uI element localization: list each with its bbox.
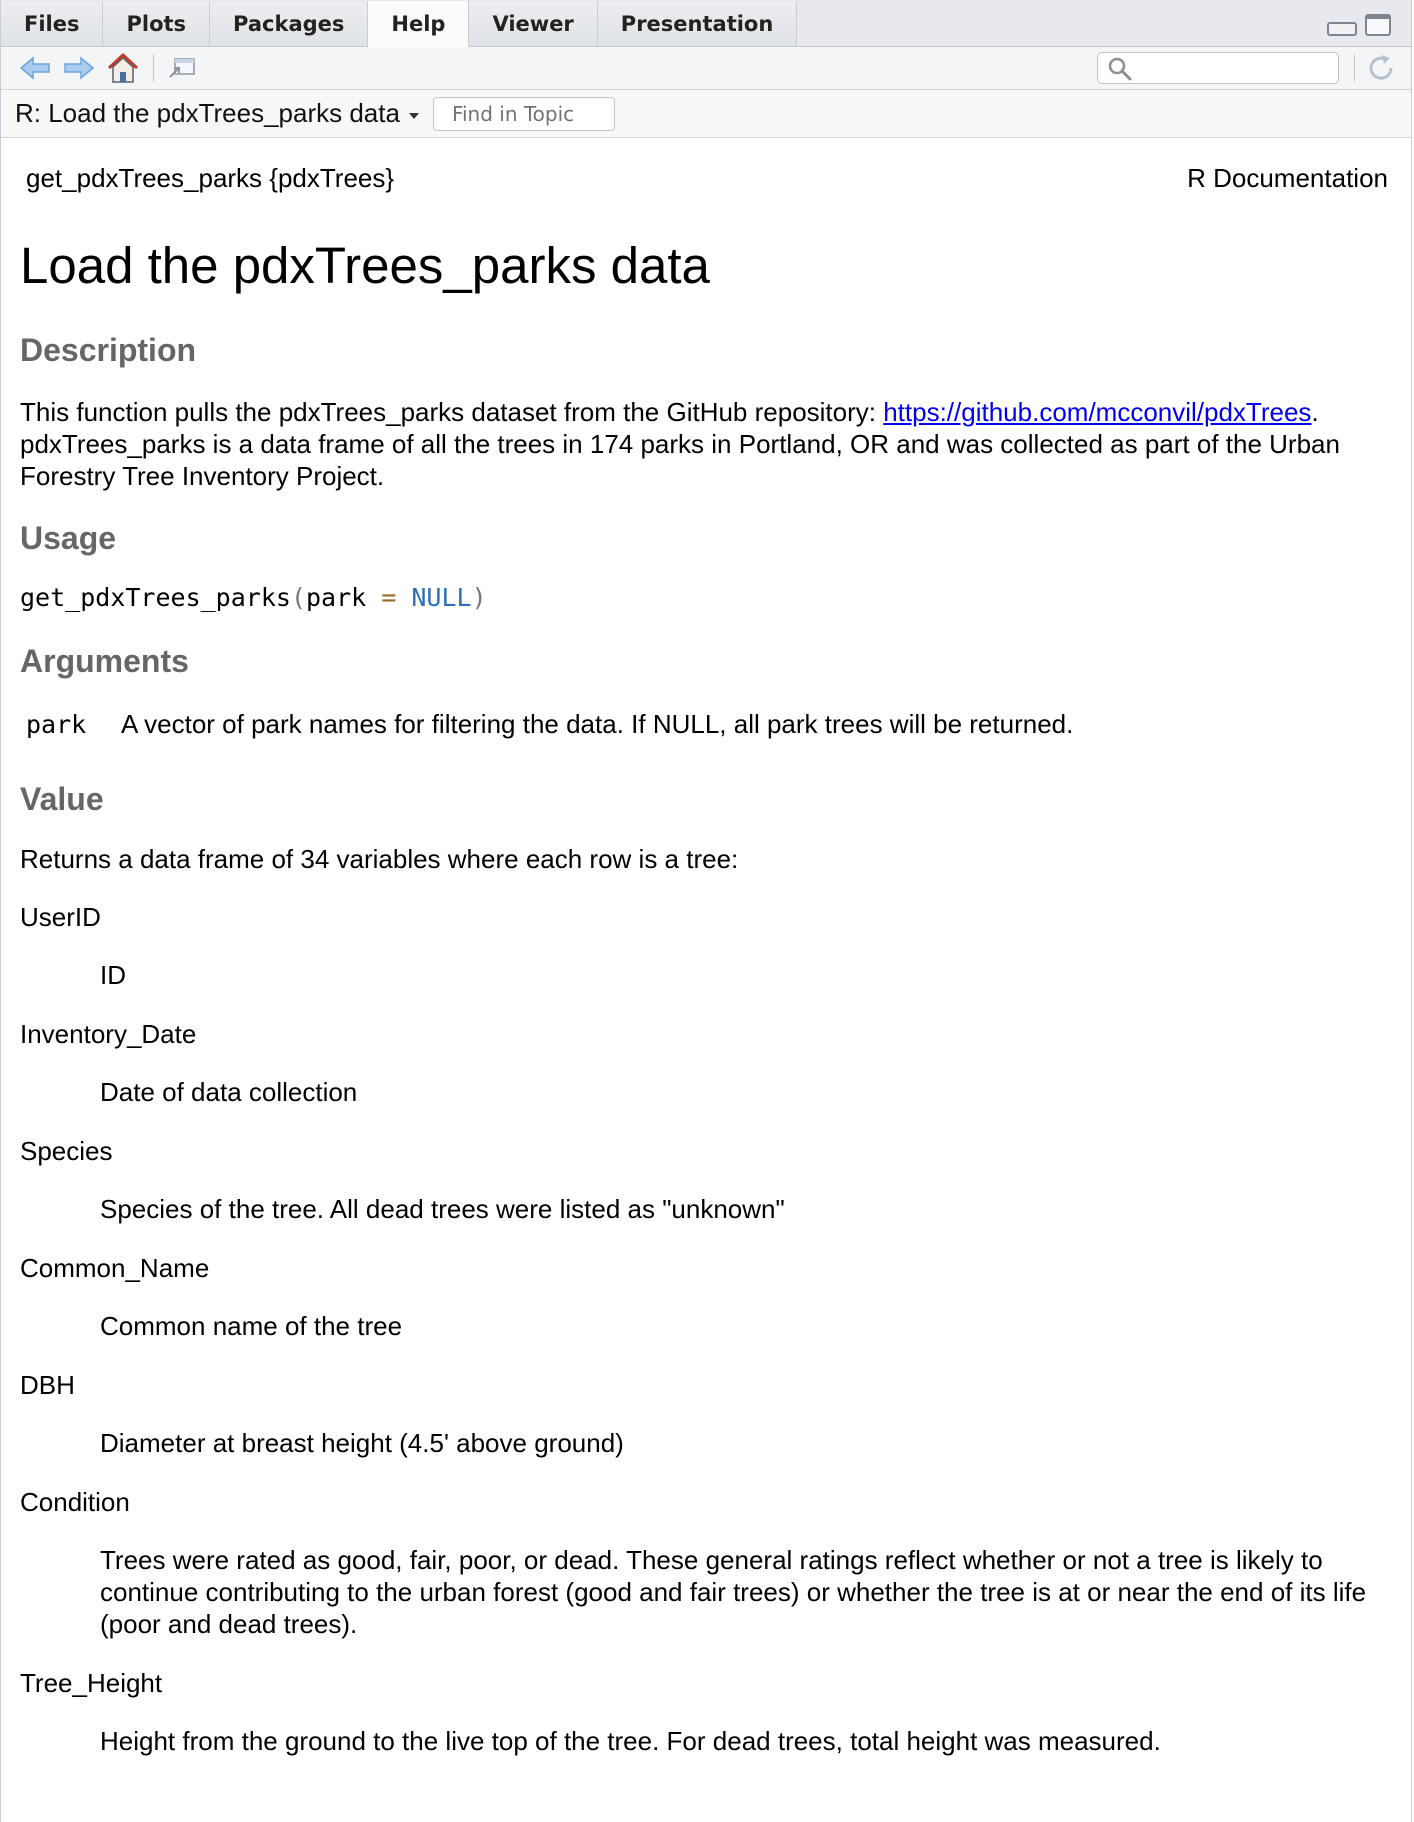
- back-arrow-icon: [19, 55, 51, 81]
- tab-viewer[interactable]: Viewer: [469, 2, 597, 46]
- find-in-topic-input[interactable]: [433, 97, 615, 131]
- argument-name: park: [26, 710, 87, 739]
- search-icon: [1108, 57, 1132, 81]
- variable-term: Common_Name: [20, 1253, 210, 1283]
- usage-close-paren: ): [471, 583, 487, 612]
- usage-arg: park: [306, 583, 367, 612]
- github-repo-link[interactable]: https://github.com/mcconvil/pdxTrees: [883, 397, 1312, 427]
- topic-title: R: Load the pdxTrees_parks data: [15, 98, 400, 128]
- description-text-pre: This function pulls the pdxTrees_parks dataset from the GitHub repository:: [20, 397, 884, 427]
- home-icon: [106, 52, 140, 84]
- refresh-button[interactable]: [1365, 52, 1397, 89]
- tab-files[interactable]: Files: [1, 2, 103, 46]
- value-heading: Value: [20, 781, 104, 817]
- argument-row: [20, 708, 1392, 741]
- tab-presentation[interactable]: Presentation: [598, 2, 798, 46]
- help-document: [1, 162, 1411, 1757]
- toolbar-separator-right: [1354, 54, 1355, 82]
- variable-term: Condition: [20, 1487, 130, 1517]
- toolbar-separator: [153, 54, 154, 82]
- variable-definition: Common name of the tree: [100, 1311, 403, 1341]
- help-toolbar: [1, 47, 1411, 90]
- refresh-icon: [1365, 52, 1397, 84]
- doc-header-topic: get_pdxTrees_parks {pdxTrees}: [26, 163, 395, 193]
- page-title: Load the pdxTrees_parks data: [20, 237, 710, 294]
- variable-definition: ID: [100, 960, 126, 990]
- minimize-pane-button[interactable]: [1327, 22, 1357, 36]
- show-in-new-window-button[interactable]: [164, 52, 200, 84]
- variable-list: [20, 901, 1392, 1757]
- description-text: [20, 396, 1392, 492]
- forward-arrow-icon: [63, 55, 95, 81]
- value-intro: Returns a data frame of 34 variables where each row is a tree:: [20, 844, 739, 874]
- window-controls: [1327, 14, 1391, 36]
- topic-bar: [1, 90, 1411, 138]
- doc-header: [20, 162, 1392, 194]
- doc-header-label: R Documentation: [1187, 163, 1388, 193]
- description-heading: Description: [20, 332, 197, 368]
- variable-definition: Species of the tree. All dead trees were listed as "unknown": [100, 1194, 785, 1224]
- usage-open-paren: (: [290, 583, 306, 612]
- description-text-post: . pdxTrees_parks is a data frame of all the trees in 174 parks in Portland, OR and was collected as part of the Urban Forestry Tree Inventory Project.: [20, 397, 1340, 491]
- usage-code: [20, 582, 1392, 614]
- variable-term: Species: [20, 1136, 113, 1166]
- back-button[interactable]: [17, 52, 53, 84]
- variable-term: Inventory_Date: [20, 1019, 197, 1049]
- help-search-box: [1097, 52, 1339, 84]
- usage-null: NULL: [411, 583, 472, 612]
- tab-help[interactable]: Help: [368, 1, 469, 47]
- tab-packages[interactable]: Packages: [210, 2, 368, 46]
- variable-definition: Height from the ground to the live top of the tree. For dead trees, total height was measured.: [100, 1726, 1161, 1756]
- variable-definition: Diameter at breast height (4.5' above ground): [100, 1428, 624, 1458]
- variable-term: DBH: [20, 1370, 75, 1400]
- pane-tab-bar: [1, 0, 1411, 47]
- help-search-input[interactable]: [1138, 56, 1332, 82]
- variable-definition: Date of data collection: [100, 1077, 358, 1107]
- variable-definition: Trees were rated as good, fair, poor, or dead. These general ratings reflect whether or not a tree is likely to continue contributing to the urban forest (good and fair trees) or whether the tree is at or near the end of its life (poor and dead trees).: [100, 1545, 1367, 1639]
- usage-function: get_pdxTrees_parks: [20, 583, 291, 612]
- chevron-down-icon: [409, 113, 419, 119]
- maximize-pane-button[interactable]: [1365, 14, 1391, 36]
- usage-heading: Usage: [20, 520, 117, 556]
- argument-description: A vector of park names for filtering the data. If NULL, all park trees will be returned.: [121, 709, 1074, 739]
- home-button[interactable]: [105, 52, 141, 84]
- popout-window-icon: [167, 55, 197, 81]
- variable-term: UserID: [20, 902, 101, 932]
- tab-plots[interactable]: Plots: [103, 2, 210, 46]
- forward-button[interactable]: [61, 52, 97, 84]
- usage-equals: =: [366, 583, 412, 612]
- topic-dropdown[interactable]: [15, 98, 419, 129]
- variable-term: Tree_Height: [20, 1668, 163, 1698]
- arguments-heading: Arguments: [20, 643, 189, 679]
